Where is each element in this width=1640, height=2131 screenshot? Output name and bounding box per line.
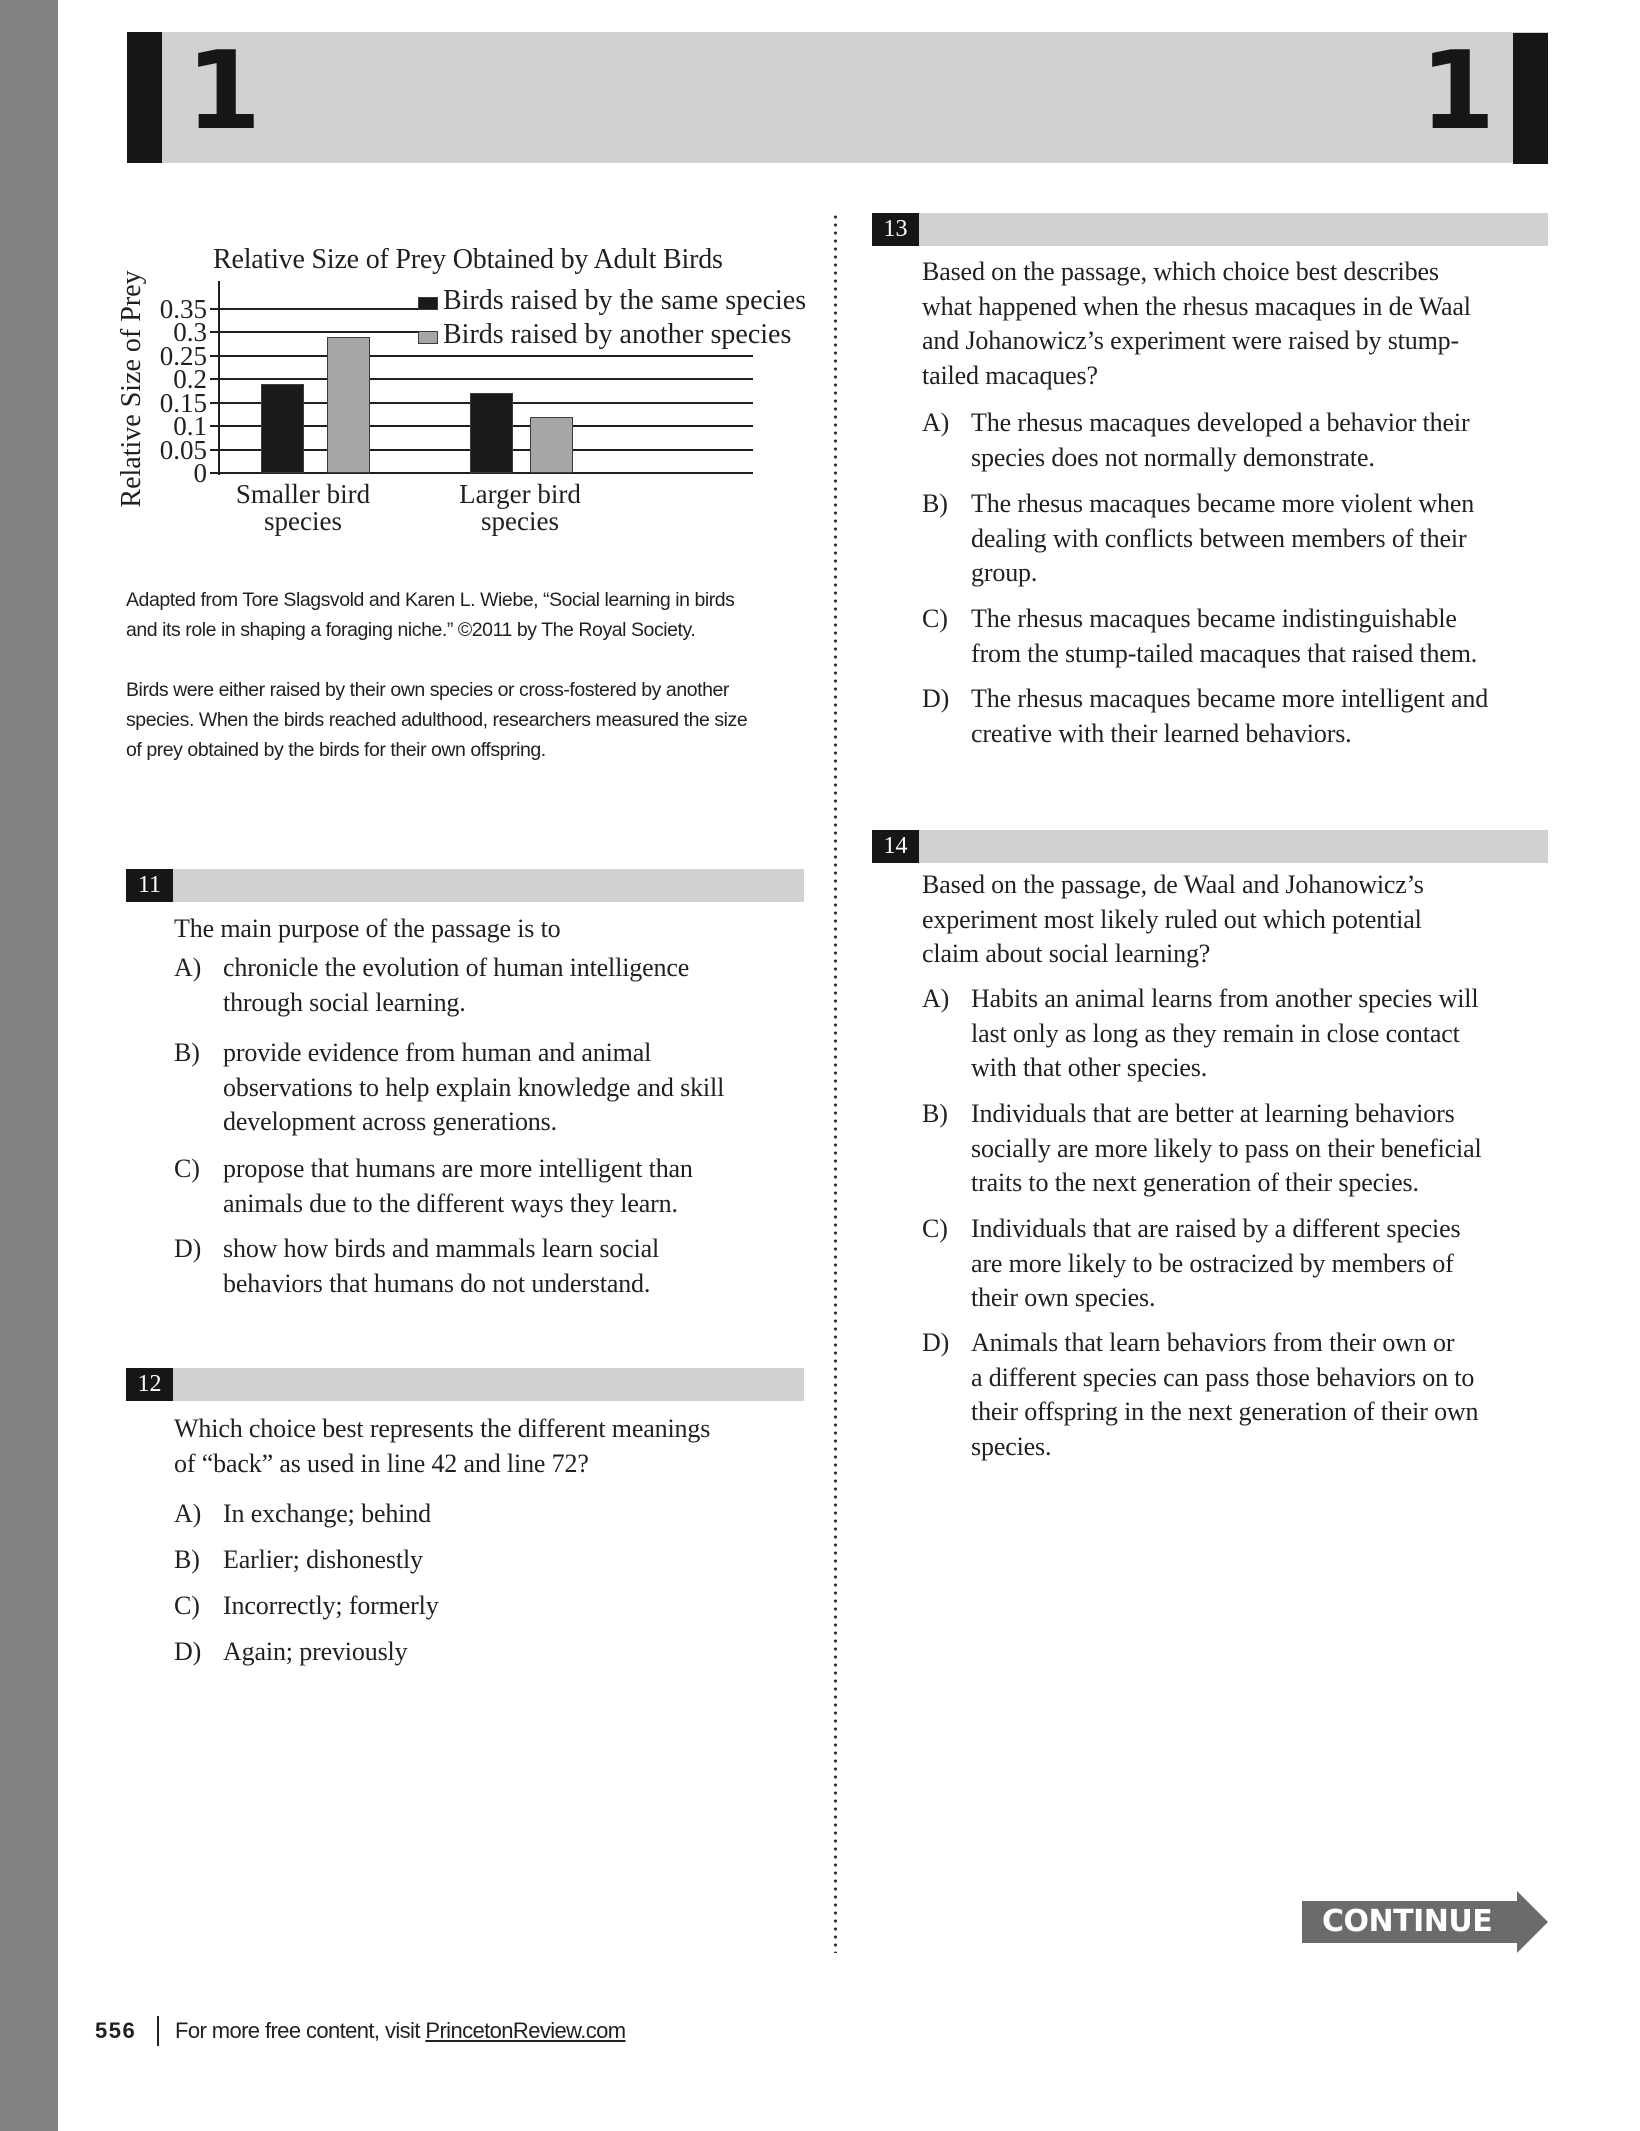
chart-bar	[530, 417, 573, 473]
choice-text	[971, 1326, 1478, 1464]
footer-promo-text: For more free content, visit	[175, 2018, 426, 2043]
question-12-choice-a[interactable]	[174, 1497, 804, 1532]
chart-category-label	[420, 481, 620, 535]
choice-letter: C)	[922, 1214, 948, 1243]
stem-line: tailed macaques?	[922, 360, 1098, 390]
choice-line: from the stump-tailed macaques that raised them.	[971, 638, 1478, 668]
question-13-choice-a[interactable]	[922, 406, 1548, 475]
choice-line: dealing with conflicts between members of their	[971, 523, 1467, 553]
category-label-line: Larger bird	[459, 479, 581, 509]
choice-line: socially are more likely to pass on their beneficial	[971, 1133, 1482, 1163]
chart-y-tick-label: 0.2	[173, 364, 207, 395]
chart-category-label	[203, 481, 403, 535]
choice-line: animals due to the different ways they learn.	[223, 1188, 678, 1218]
choice-text	[971, 682, 1488, 751]
chart-note	[126, 675, 816, 765]
footer-text	[175, 2014, 626, 2048]
question-number: 13	[872, 213, 919, 246]
category-label-line: Smaller bird	[235, 479, 371, 509]
continue-label: CONTINUE	[1322, 1904, 1493, 1939]
choice-letter: D)	[174, 1637, 202, 1666]
choice-text	[971, 982, 1478, 1086]
choice-line: a different species can pass those behaviors on to	[971, 1362, 1475, 1392]
choice-line: show how birds and mammals learn social	[223, 1234, 660, 1263]
choice-text	[223, 951, 689, 1020]
section-header-bar	[127, 29, 1548, 163]
choice-text	[223, 1635, 407, 1670]
choice-letter: C)	[922, 604, 948, 633]
stem-line: experiment most likely ruled out which potential	[922, 904, 1422, 934]
chart-bar	[261, 384, 304, 473]
choice-line: are more likely to be ostracized by members of	[971, 1248, 1454, 1278]
question-number: 11	[126, 869, 173, 902]
choice-line: The rhesus macaques became more violent when	[971, 489, 1475, 518]
choice-letter: A)	[174, 953, 202, 982]
choice-line: The rhesus macaques developed a behavior their	[971, 408, 1470, 437]
chart-gridline	[210, 308, 418, 310]
choice-letter: D)	[922, 1328, 950, 1357]
choice-letter: A)	[922, 408, 950, 437]
stem-line: The main purpose of the passage is to	[174, 914, 561, 943]
chart-y-tick-label: 0.1	[173, 411, 207, 442]
choice-line: The rhesus macaques became more intelligent and	[971, 684, 1489, 713]
choice-text	[223, 1589, 439, 1624]
choice-line: species.	[971, 1431, 1052, 1461]
question-14-choice-d[interactable]	[922, 1326, 1548, 1464]
choice-line: Habits an animal learns from another species will	[971, 984, 1479, 1013]
question-12-choice-d[interactable]	[174, 1635, 804, 1670]
choice-text	[223, 1036, 724, 1140]
choice-line: chronicle the evolution of human intelligence	[223, 953, 690, 982]
choice-letter: B)	[922, 1099, 948, 1128]
chart-gridline	[210, 378, 753, 380]
chart-bar	[470, 393, 513, 473]
section-number-right: 1	[1420, 29, 1496, 154]
question-11-choice-a[interactable]	[174, 951, 804, 1020]
choice-line: with that other species.	[971, 1053, 1208, 1082]
arrow-right-icon	[1517, 1891, 1548, 1953]
stem-line: what happened when the rhesus macaques in de Waal	[922, 291, 1471, 321]
legend-label: Birds raised by the same species	[443, 285, 807, 316]
bar-chart	[110, 230, 830, 550]
choice-text	[971, 406, 1469, 475]
choice-text	[223, 1152, 693, 1221]
choice-text	[971, 602, 1477, 671]
choice-letter: B)	[922, 489, 948, 518]
legend-swatch-icon	[418, 297, 438, 310]
choice-line: In exchange; behind	[223, 1499, 431, 1528]
stem-line: Which choice best represents the different meanings	[174, 1414, 711, 1443]
column-divider	[834, 213, 837, 1953]
question-11-choice-c[interactable]	[174, 1152, 804, 1221]
choice-text	[223, 1543, 423, 1578]
choice-line: Earlier; dishonestly	[223, 1545, 423, 1574]
chart-gridline	[210, 331, 418, 333]
choice-text	[223, 1232, 659, 1301]
choice-line: Animals that learn behaviors from their own or	[971, 1328, 1455, 1357]
citation-line: Adapted from Tore Slagsvold and Karen L. Wiebe, “Social learning in birds	[126, 589, 735, 611]
chart-gridline	[210, 355, 753, 357]
chart-y-tick-label: 0.25	[159, 340, 207, 371]
choice-line: observations to help explain knowledge and skill	[223, 1072, 725, 1102]
chart-y-tick-label: 0.15	[159, 387, 207, 418]
chart-plot-area	[159, 289, 753, 536]
question-14-choice-a[interactable]	[922, 982, 1548, 1086]
stem-line: and Johanowicz’s experiment were raised by stump-	[922, 326, 1460, 355]
section-marker-left	[127, 32, 162, 163]
choice-text	[971, 487, 1474, 591]
choice-letter: D)	[922, 684, 950, 713]
choice-line: their own species.	[971, 1283, 1156, 1312]
legend-swatch-icon	[418, 331, 438, 344]
choice-line: creative with their learned behaviors.	[971, 718, 1352, 748]
chart-bar	[327, 337, 370, 473]
chart-y-axis-label: Relative Size of Prey	[116, 270, 147, 508]
choice-line: species does not normally demonstrate.	[971, 442, 1375, 472]
question-14-choice-b[interactable]	[922, 1097, 1548, 1201]
choice-line: last only as long as they remain in close contact	[971, 1018, 1460, 1048]
chart-source-citation	[126, 585, 816, 645]
question-13-choice-c[interactable]	[922, 602, 1548, 671]
choice-text	[223, 1497, 431, 1532]
choice-text	[971, 1097, 1482, 1201]
question-13-stem	[922, 255, 1548, 393]
question-13-choice-d[interactable]	[922, 682, 1548, 751]
page-number: 556	[95, 2018, 137, 2043]
stem-line: claim about social learning?	[922, 939, 1211, 968]
question-14-choice-c[interactable]	[922, 1212, 1548, 1316]
choice-line: propose that humans are more intelligent than	[223, 1154, 693, 1183]
page-edge-strip	[0, 0, 58, 2131]
note-line: Birds were either raised by their own species or cross-fostered by another	[126, 679, 729, 701]
choice-line: provide evidence from human and animal	[223, 1038, 652, 1067]
choice-line: through social learning.	[223, 987, 466, 1017]
choice-letter: C)	[174, 1591, 200, 1620]
question-14-stem	[922, 868, 1548, 972]
question-14-header	[872, 830, 1548, 863]
question-11-header	[126, 869, 804, 902]
section-number-left: 1	[186, 29, 262, 154]
choice-line: Incorrectly; formerly	[223, 1591, 439, 1620]
question-12-stem	[174, 1412, 804, 1481]
choice-line: development across generations.	[223, 1107, 557, 1136]
question-11-choice-b[interactable]	[174, 1036, 804, 1140]
continue-button[interactable]	[1302, 1891, 1548, 1953]
choice-line: Individuals that are better at learning behaviors	[971, 1099, 1455, 1128]
question-number: 14	[872, 830, 919, 863]
choice-line: traits to the next generation of their species.	[971, 1168, 1419, 1197]
note-line: species. When the birds reached adulthood, researchers measured the size	[126, 709, 748, 731]
choice-line: their offspring in the next generation of their own	[971, 1397, 1479, 1426]
question-11-choice-d[interactable]	[174, 1232, 804, 1301]
footer-divider	[157, 2016, 159, 2046]
citation-line: and its role in shaping a foraging niche.” ©2011 by The Royal Society.	[126, 619, 696, 641]
princeton-review-link[interactable]: PrincetonReview.com	[425, 2018, 626, 2043]
chart-y-tick-label: 0.3	[173, 317, 207, 348]
choice-letter: B)	[174, 1038, 200, 1067]
chart-title: Relative Size of Prey Obtained by Adult Birds	[213, 244, 723, 275]
choice-letter: A)	[922, 984, 950, 1013]
choice-line: Again; previously	[223, 1637, 408, 1666]
choice-line: behaviors that humans do not understand.	[223, 1268, 651, 1298]
stem-line: of “back” as used in line 42 and line 72?	[174, 1448, 589, 1478]
question-13-choice-b[interactable]	[922, 487, 1548, 591]
choice-letter: C)	[174, 1154, 200, 1183]
question-11-stem	[174, 912, 804, 947]
chart-y-tick-label: 0.05	[159, 434, 207, 465]
choice-letter: A)	[174, 1499, 202, 1528]
legend-label: Birds raised by another species	[443, 319, 792, 350]
choice-line: The rhesus macaques became indistinguishable	[971, 604, 1457, 633]
choice-letter: D)	[174, 1234, 202, 1263]
stem-line: Based on the passage, which choice best describes	[922, 257, 1439, 286]
question-12-choice-c[interactable]	[174, 1589, 804, 1624]
question-13-header	[872, 213, 1548, 246]
question-12-header	[126, 1368, 804, 1401]
category-label-line: species	[264, 506, 342, 536]
choice-letter: B)	[174, 1545, 200, 1574]
category-label-line: species	[481, 506, 559, 536]
chart-y-tick-label: 0.35	[159, 294, 207, 324]
choice-text	[971, 1212, 1460, 1316]
choice-line: group.	[971, 558, 1038, 587]
choice-line: Individuals that are raised by a different species	[971, 1214, 1461, 1243]
chart-y-tick-label: 0	[193, 458, 207, 488]
question-number: 12	[126, 1368, 173, 1401]
section-marker-right	[1513, 33, 1548, 164]
stem-line: Based on the passage, de Waal and Johanowicz’s	[922, 870, 1424, 899]
question-12-choice-b[interactable]	[174, 1543, 804, 1578]
note-line: of prey obtained by the birds for their own offspring.	[126, 739, 546, 761]
